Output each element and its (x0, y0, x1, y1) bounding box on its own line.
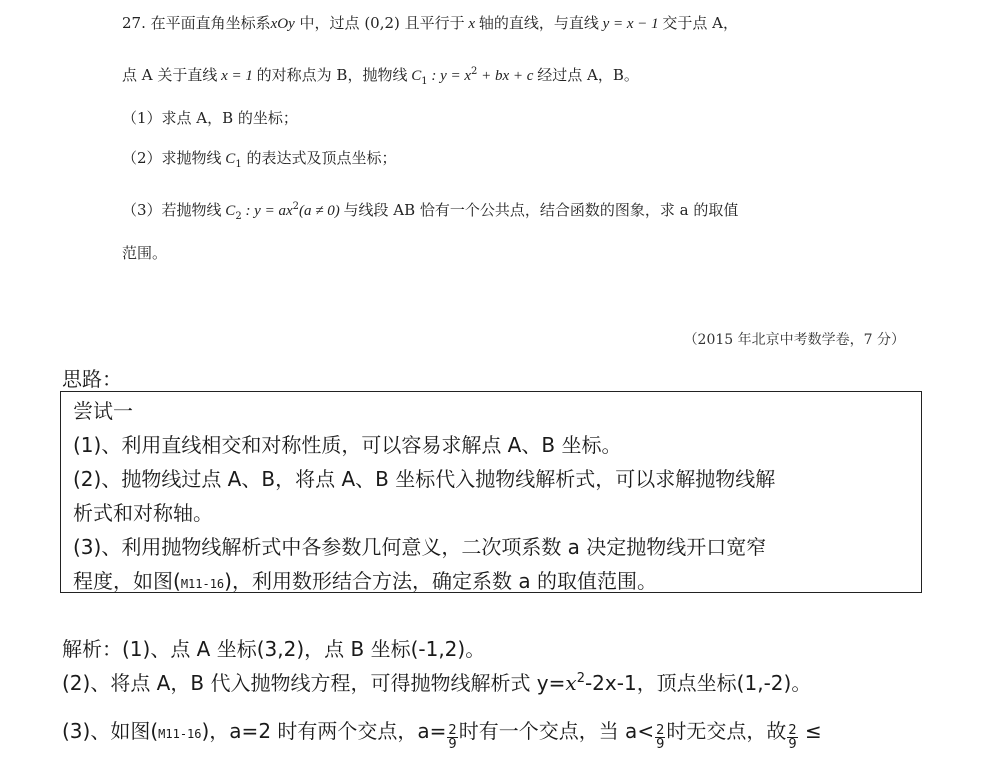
fraction-denominator: 9 (448, 737, 457, 752)
thinking-step-3-cont (73, 564, 911, 601)
fraction (447, 724, 457, 751)
parabola-condition: (a ≠ 0) (299, 203, 344, 219)
problem-line-1 (122, 12, 738, 33)
x-axis-symbol: x (464, 16, 479, 32)
superscript: 2 (471, 66, 478, 77)
parabola-equation: : y = ax (241, 203, 293, 219)
problem-text: 27. 在平面直角坐标系 (122, 14, 271, 32)
problem-text: （3）若抛物线 (122, 201, 222, 219)
symmetry-line-equation: x = 1 (217, 68, 257, 84)
solution-text: -2x-1，顶点坐标(1,-2)。 (584, 671, 812, 695)
line-equation: y = x − 1 (598, 16, 663, 32)
subscript: 2 (235, 211, 242, 222)
solution-line-3 (62, 715, 822, 751)
thinking-step-2-cont: 析式和对称轴。 (73, 501, 213, 525)
coordinate-system: xOy (270, 16, 295, 32)
thinking-step-2: (2)、抛物线过点 A、B，将点 A、B 坐标代入抛物线解析式，可以求解抛物线解 (73, 467, 776, 491)
parabola-name: C (407, 68, 422, 84)
fraction-numerator: 2 (656, 723, 665, 738)
thinking-text: 程度，如图( (73, 569, 181, 593)
thinking-text: )，利用数形结合方法，确定系数 a 的取值范围。 (224, 569, 657, 593)
solution-text: (2)、将点 A，B 代入抛物线方程，可得抛物线解析式 y= (62, 671, 566, 695)
solution-text: ≤ (798, 719, 822, 743)
solution-line-1: 解析：(1)、点 A 坐标(3,2)，点 B 坐标(-1,2)。 (62, 637, 486, 661)
fraction-numerator: 2 (788, 723, 797, 738)
problem-text: （2）求抛物线 (122, 149, 222, 167)
problem-text: 轴的直线，与直线 (478, 14, 599, 32)
problem-text: 的表达式及顶点坐标； (241, 149, 397, 167)
question-1: （1）求点 A，B 的坐标； (122, 109, 298, 127)
question-3-continued: 范围。 (122, 244, 168, 262)
subscript: 1 (235, 159, 242, 170)
fraction (655, 724, 665, 751)
problem-text: 的对称点为 B，抛物线 (256, 66, 408, 84)
fraction-denominator: 9 (788, 737, 797, 752)
source-citation: （2015 年北京中考数学卷，7 分） (683, 332, 905, 348)
solution-text: )，a=2 时有两个交点，a= (201, 719, 447, 743)
thinking-box (60, 391, 922, 593)
question-2 (122, 147, 396, 170)
thinking-step-3: (3)、利用抛物线解析式中各参数几何意义，二次项系数 a 决定抛物线开口宽窄 (73, 535, 767, 559)
thinking-step-1: (1)、利用直线相交和对称性质，可以容易求解点 A、B 坐标。 (73, 433, 622, 457)
parabola-equation-rest: + bx + c (477, 68, 538, 84)
parabola-name: C (221, 203, 236, 219)
solution-text: (3)、如图( (62, 719, 159, 743)
fraction-denominator: 9 (656, 737, 665, 752)
box-title: 尝试一 (73, 399, 133, 423)
problem-text: 经过点 A，B。 (537, 66, 639, 84)
solution-line-2 (62, 667, 811, 696)
superscript: 2 (576, 671, 585, 686)
problem-text: 点 A 关于直线 (122, 66, 218, 84)
problem-text: 中，过点 (0,2) 且平行于 (294, 14, 465, 32)
parabola-equation: : y = x (427, 68, 472, 84)
problem-text: 交于点 A， (662, 14, 739, 32)
problem-text: 与线段 AB 恰有一个公共点，结合函数的图象，求 a 的取值 (343, 201, 739, 219)
question-3 (122, 199, 738, 222)
fraction-numerator: 2 (448, 723, 457, 738)
subscript: 1 (421, 76, 428, 87)
solution-text: 时无交点，故 (666, 719, 787, 743)
thinking-title: 思路： (62, 367, 122, 391)
math-variable: x (565, 671, 577, 695)
solution-text: 时有一个交点，当 a< (458, 719, 655, 743)
fraction (787, 724, 797, 751)
superscript: 2 (292, 201, 299, 212)
problem-line-2 (122, 64, 639, 87)
figure-ref: M11-16 (180, 577, 225, 591)
figure-ref: M11-16 (158, 727, 202, 741)
parabola-name: C (221, 151, 236, 167)
